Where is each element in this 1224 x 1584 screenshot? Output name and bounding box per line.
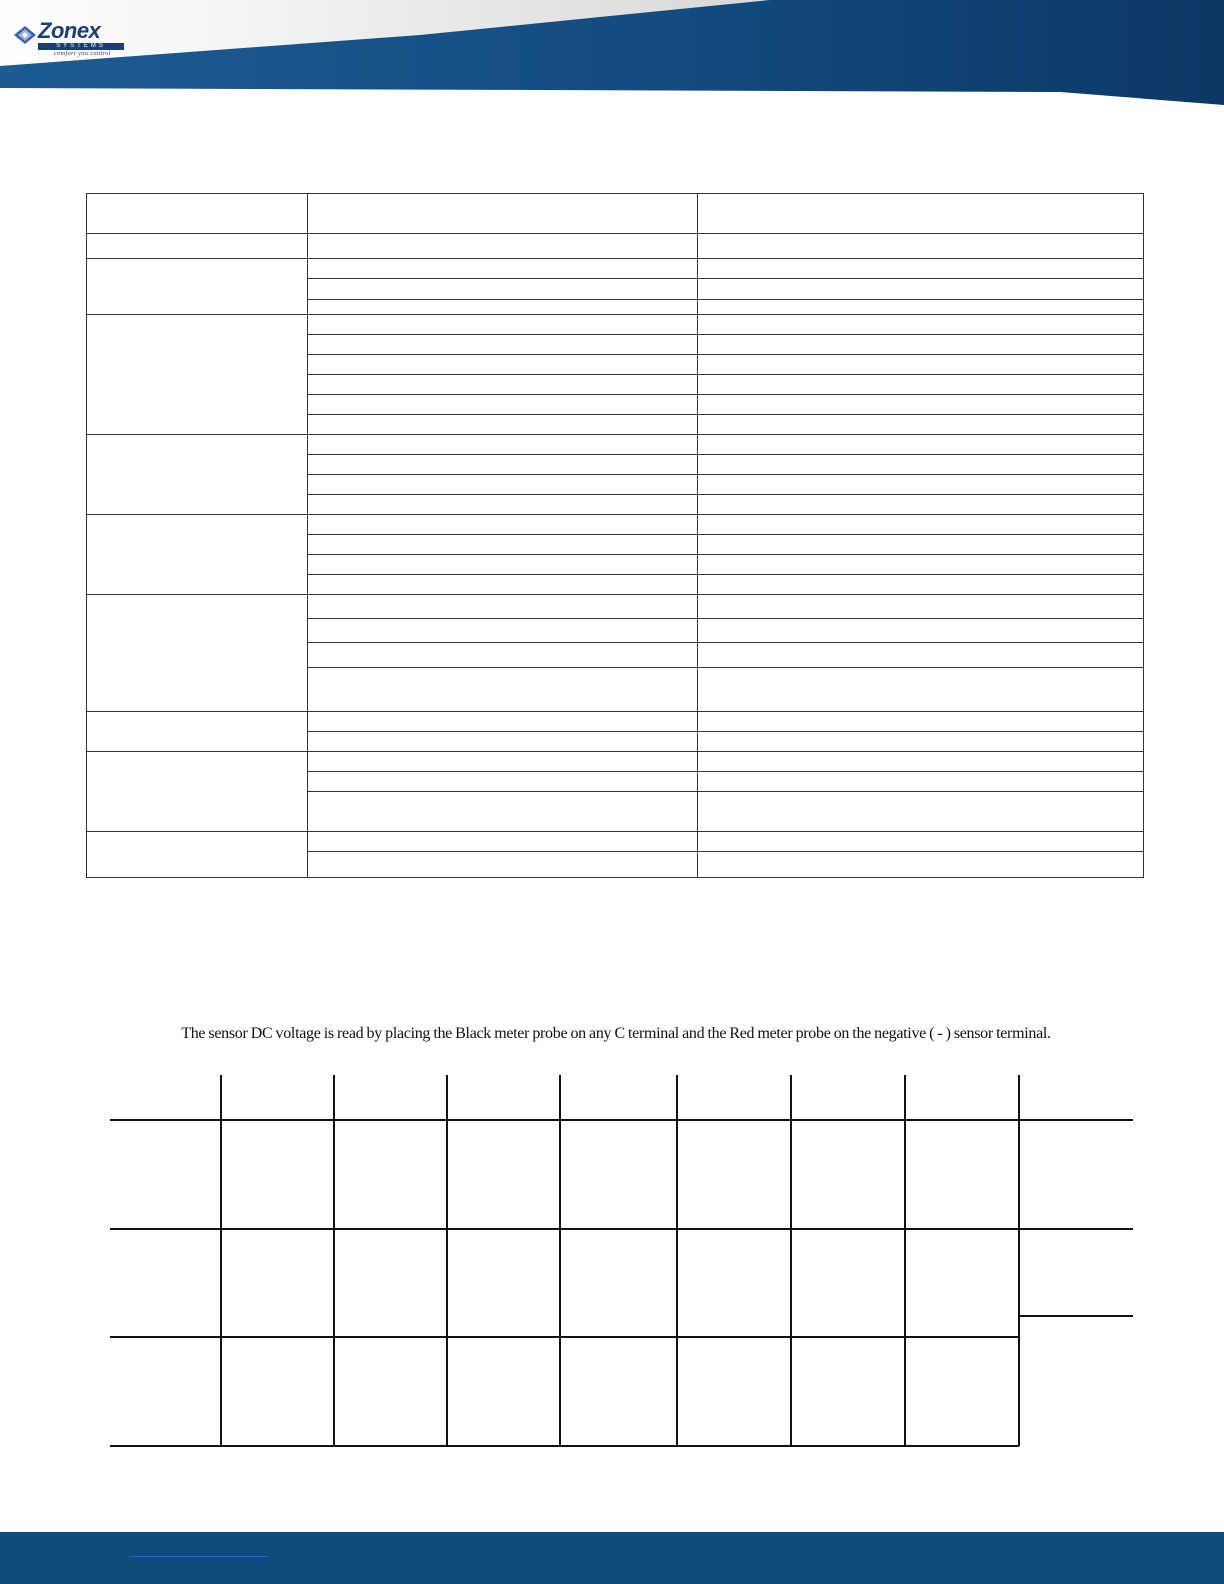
table-cell <box>308 595 698 619</box>
table-cell <box>308 279 698 300</box>
brand-name: Zonex <box>38 18 101 43</box>
table-row <box>87 752 1144 772</box>
table-cell <box>308 300 698 315</box>
table-cell <box>308 495 698 515</box>
table-cell <box>308 643 698 668</box>
table-cell <box>698 375 1144 395</box>
table-cell <box>308 619 698 643</box>
table-cell <box>698 279 1144 300</box>
table-cell <box>698 515 1144 535</box>
table-cell <box>698 194 1144 234</box>
page-footer <box>0 1532 1224 1584</box>
table-cell <box>698 355 1144 375</box>
brand-tagline: comfort you control <box>54 51 111 57</box>
table-cell <box>308 435 698 455</box>
brand-wordmark: SYSTEMS <box>56 43 106 49</box>
table-cell <box>308 732 698 752</box>
table-cell <box>698 772 1144 792</box>
table-cell <box>308 259 698 279</box>
table-cell <box>698 712 1144 732</box>
table-cell <box>698 643 1144 668</box>
table-row <box>87 712 1144 732</box>
table-cell <box>87 234 308 259</box>
table-cell <box>698 435 1144 455</box>
table-cell <box>308 335 698 355</box>
table-cell <box>698 300 1144 315</box>
table-cell <box>308 752 698 772</box>
table-cell <box>698 395 1144 415</box>
table-cell <box>308 792 698 832</box>
table-cell <box>698 668 1144 712</box>
table-cell <box>308 555 698 575</box>
table-cell <box>308 515 698 535</box>
table-cell <box>308 475 698 495</box>
table-cell <box>698 315 1144 335</box>
table-cell <box>698 555 1144 575</box>
table-cell <box>308 535 698 555</box>
table-cell <box>698 752 1144 772</box>
spec-table <box>86 193 1144 878</box>
table-cell <box>87 315 308 435</box>
table-cell <box>308 355 698 375</box>
table-row <box>87 832 1144 852</box>
table-cell <box>698 575 1144 595</box>
table-cell <box>308 375 698 395</box>
table-header-row <box>87 194 1144 234</box>
table-cell <box>698 495 1144 515</box>
table-cell <box>308 234 698 259</box>
table-cell <box>698 455 1144 475</box>
table-row <box>87 435 1144 455</box>
table-cell <box>698 832 1144 852</box>
table-cell <box>308 315 698 335</box>
page-header <box>0 0 1224 105</box>
table-cell <box>698 732 1144 752</box>
table-cell <box>87 259 308 315</box>
table-cell <box>87 194 308 234</box>
table-row <box>87 259 1144 279</box>
table-cell <box>308 712 698 732</box>
table-cell <box>698 335 1144 355</box>
table-cell <box>698 535 1144 555</box>
table-cell <box>87 435 308 515</box>
table-cell <box>698 852 1144 878</box>
table-cell <box>308 668 698 712</box>
table-cell <box>87 832 308 878</box>
table-cell <box>87 595 308 712</box>
diamond-logo-icon <box>14 26 36 44</box>
table-cell <box>87 752 308 832</box>
table-cell <box>308 852 698 878</box>
table-cell <box>698 475 1144 495</box>
table-cell <box>698 259 1144 279</box>
table-cell <box>698 595 1144 619</box>
brand-logo <box>14 18 124 60</box>
table-cell <box>308 455 698 475</box>
table-cell <box>308 395 698 415</box>
table-cell <box>308 575 698 595</box>
table-cell <box>87 712 308 752</box>
table-cell <box>698 619 1144 643</box>
table-row <box>87 315 1144 335</box>
footer-link-underline[interactable] <box>129 1556 267 1557</box>
table-row <box>87 234 1144 259</box>
table-row <box>87 515 1144 535</box>
sensor-voltage-note: The sensor DC voltage is read by placing the Black meter probe on any C terminal and the Red meter probe on the negative ( - ) sensor terminal. <box>181 1025 1051 1042</box>
header-banner <box>0 0 1224 105</box>
table-cell <box>698 415 1144 435</box>
table-cell <box>87 515 308 595</box>
table-cell <box>308 772 698 792</box>
table-row <box>87 595 1144 619</box>
table-cell <box>308 194 698 234</box>
table-cell <box>698 792 1144 832</box>
table-cell <box>698 234 1144 259</box>
table-cell <box>308 415 698 435</box>
table-cell <box>308 832 698 852</box>
